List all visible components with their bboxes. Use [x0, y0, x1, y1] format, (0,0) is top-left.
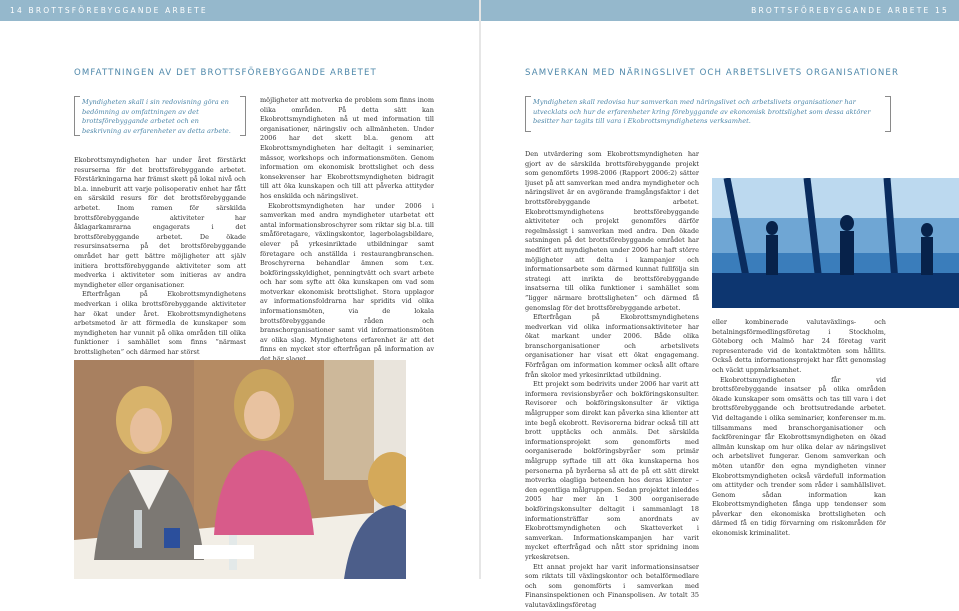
quote-bracket-right [885, 96, 891, 132]
bridge-photo-illustration [712, 178, 959, 308]
paragraph: Ekobrottsmyndigheten har under 2006 i samverkan med andra myndigheter utarbetat ett antal informationsbroschyrer som riktar sig bl.a. till småföretagare, växlingskontor, lagerbolagsbildare, elever på yrkesinriktade utbildningar samt företagare och anställda i restaurangbranschen. Broschyrerna behandlar ämnen som t.ex. bokföringsskyldighet, penningtvätt och svart arbete och har som syfte att öka kunskapen om vad som motverkar ekonomisk brottslighet. Stora upplagor av informationsfoldrarna har spridits vid olika informationsmöten, via de lokala brottsförebyggande råden och branschorganisationer samt vid informationsmöten av olika slag. Myndighetens erfarenhet är att det finns en mycket stor efterfrågan på information av [260, 201, 434, 354]
meeting-photo [74, 360, 406, 579]
quote-bracket-left [74, 96, 80, 136]
right-column-2 [712, 318, 886, 539]
paragraph: eller kombinerade valutaväxlings- och betalningsförmedlingsföretag i Stockholm, Göteborg och Malmö har 24 företag varit representerade vid de kontaktmöten som hållits. Också detta informationsprojekt har fått genomslag och väckt uppmärksamhet. [712, 318, 886, 374]
left-section-heading: OMFATTNINGEN AV DET BROTTSFÖREBYGGANDE ARBETET [74, 68, 377, 78]
paragraph: Ett projekt som bedrivits under 2006 har varit att informera revisionsbyråer och bokföringskonsulter. Revisorer och bokföringskonsulter är viktiga målgrupper som direkt kan påverka sina klienter att inte begå ekobrott. Revisorerna bidrar också till att brott upptäcks och anmäls. Det särskilda informationsprojekt som genomförts med oorganiserade bokföringsbyråer som primär målgrupp syftade till att öka kunskaperna hos personerna på byråerna så att de på ett sätt direkt motverka olagliga beteenden hos deras klienter – den egentliga målgruppen. Sedan projektet inleddes 2005 har mer än 1 300 oorganiserade bokföringskonsulter deltagit i sammanlagt 18 informationsträffar som anordnats av Ekobrottsmyndigheten och Skatteverket i samverkan. Informationskampanjen har varit mycket efterfrågad och nått stor spridning inom yrkeskretsen. [525, 380, 699, 561]
quote-bracket-left [525, 96, 531, 132]
right-header-band [481, 0, 959, 21]
paragraph: Efterfrågan på Ekobrottsmyndighetens medverkan vid olika informationsaktiviteter har ökat markant under 2006. Både olika branschorganisationer och arbetslivets organisationer har visat ett ökat engagemang. Förfrågan om information kommer också allt oftare från skolor med yrkesinriktad utbildning. [525, 313, 699, 379]
left-header-label: 14 BROTTSFÖREBYGGANDE ARBETE [10, 6, 208, 15]
right-column-1 [525, 150, 699, 611]
left-column-2 [260, 96, 434, 365]
paragraph: möjligheter att motverka de problem som finns inom olika områden. På detta sätt kan Ekobrottsmyndigheten nå ut med information till organisationer, näringsliv och allmänheten. Under 2006 har det skett bl.a. genom att Ekobrottsmyndigheten har deltagit i seminarier, mässor, workshops och informationsmöten. Genom information om ekonomisk brottslighet och dess konsekvenser har Ekobrottsmyndigheten bidragit till att öka kunskapen och till att påverka attityder hos enskilda och näringslivet. [260, 96, 434, 200]
left-header-band [0, 0, 479, 21]
meeting-photo-illustration [74, 360, 406, 579]
bridge-silhouette-photo [712, 178, 959, 308]
right-section-heading: SAMVERKAN MED NÄRINGSLIVET OCH ARBETSLIVETS ORGANISATIONER [525, 68, 900, 78]
paragraph: Ekobrottsmyndigheten har under året förstärkt resurserna för det brottsförebyggande arbetet. Förstärkningarna har främst skett på lokal nivå och bl.a. inneburit att varje polisoperativ enhet har fått en särskild resurs för det brottsförebyggande arbetet. Inom ramen för särskilda brottsförebyggande aktiviteter har åklagarkamrarna engagerats i det brottsförebyggande arbetet. De ökade resursinsatserna på det brottsförebyggande området har gett bättre möjligheter att själv initiera brottsförebyggande aktiviteter som att medverka i aktiviteter som initieras av andra myndigheter eller organisationer. [74, 156, 246, 289]
page-gutter [479, 0, 481, 579]
right-header-label: BROTTSFÖREBYGGANDE ARBETE 15 [751, 6, 949, 15]
paragraph: Ett annat projekt har varit informationsinsatser som riktats till växlingskontor och betalförmedlare och som genomförts i samverkan med Finansinspektionen och Finanspolisen. Av totalt 35 valutaväxlingsföretag [525, 562, 699, 609]
paragraph: Den utvärdering som Ekobrottsmyndigheten har gjort av de särskilda brottsförebyggande projekt som genomförts 1998-2006 (Rapport 2006:2) sätter ljuset på att samverkan med andra myndigheter och näringslivet är en avgörande framgångsfaktor i det brottsförebyggande arbetet. Ekobrottsmyndighetens brottsförebyggande aktiviteter och projekt genomförs därför regelmässigt i samverkan med andra. Den ökade satsningen på det brottsförebyggande området har medfört att myndigheten under 2006 har haft större möjligheter att delta i kampanjer och informationsarbete som därmed kunnat fullfölja sin strategi att inrikta de brottsförebyggande insatserna till olika funktioner i samhället som ”ligger närmare brottsligheten” och därmed få genomslag för det brottsförebyggande arbetet. [525, 150, 699, 312]
right-quote: Myndigheten skall redovisa hur samverkan med näringslivet och arbetslivets organisationer har utvecklats och hur de erfarenheter kring förebyggande av ekonomisk brottslighet som dessa aktörer besitter har tagits till vara i Ekobrottsmyndighetens verksamhet. [533, 98, 871, 126]
quote-bracket-right [240, 96, 246, 136]
left-quote: Myndigheten skall i sin redovisning göra en bedömning av omfattningen av det brottsförebyggande arbetet och en beskrivning av erfarenheter av detta arbete. [82, 98, 231, 135]
paragraph: Ekobrottsmyndigheten får vid brottsförebyggande insatser på olika områden ökade kunskaper som omsätts och tas till vara i det brottsförebyggande och brottsutredande arbetet. Vid deltagande i olika seminarier, konferenser m.m. tillsammans med branschorganisationer och fackföreningar får Ekobrottsmyndigheten en ökad allmän kunskap om hur olika delar av näringslivet och arbetslivet fungerar. Genom samverkan och möten utanför den egna myndigheten vinner Ekobrottsmyndigheten också värdefull information om attityder och trender som råder i samhällslivet. Genom sådan information kan Ekobrottsmyndigheten fånga upp tendenser som påverkar den ekonomiska brottsligheten och därmed få en tidig förvarning om riskområden för ekonomisk kriminalitet. [712, 375, 886, 538]
left-column-1 [74, 156, 246, 357]
paragraph: Efterfrågan på Ekobrottsmyndighetens medverkan i olika brottsförebyggande aktiviteter har ökat under året. Ekobrottsmyndighetens arbetsmetod är att förmedla de kunskaper som myndigheten har vunnit på olika områden till olika funktioner i samhället som finns ”närmast brottsligheten” och därmed har störst [74, 290, 246, 356]
